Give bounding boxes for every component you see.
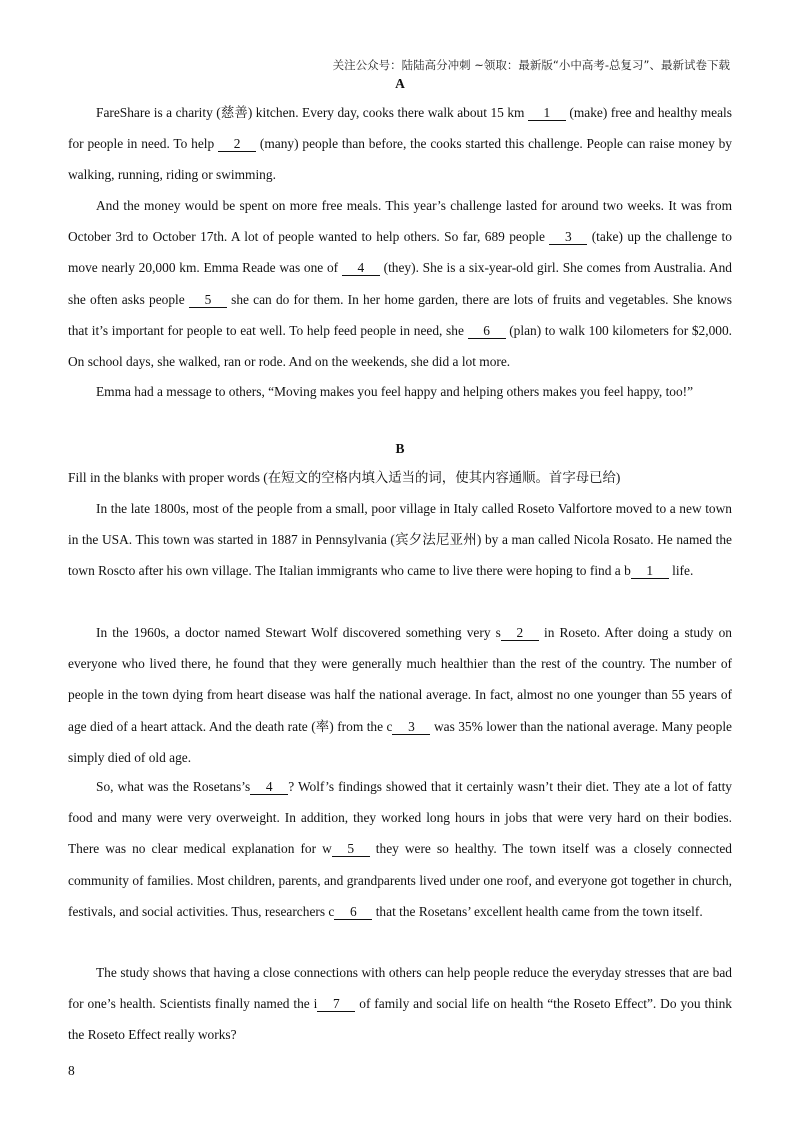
text-run: (many) people than before, the cooks started this challenge. People can raise money by walking, running, riding or swimming. bbox=[68, 136, 732, 183]
answer-blank[interactable]: 6 bbox=[468, 324, 506, 339]
text-run: (make) free and healthy meals for people in need. To help bbox=[68, 105, 732, 152]
answer-blank[interactable]: 2 bbox=[218, 137, 256, 152]
text-run: And the money would be spent on more free meals. This year’s challenge lasted for around two weeks. It was from October 3rd to October 17th. A lot of people wanted to help others. So far, 689 people bbox=[68, 198, 732, 245]
section-b-paragraph-4 bbox=[68, 957, 732, 1051]
text-run: she can do for them. In her home garden, there are lots of fruits and vegetables. She knows that it’s important for people to eat well. To help feed people in need, she bbox=[68, 291, 732, 338]
text-run: that the Rosetans’ excellent health came from the town itself. bbox=[372, 903, 703, 919]
text-run: of family and social life on health “the Roseto Effect”. Do you think the Roseto Effect really works? bbox=[68, 996, 732, 1043]
section-b-paragraph-2 bbox=[68, 617, 732, 773]
answer-blank[interactable]: 6 bbox=[334, 905, 372, 920]
text-run: in Roseto. After doing a study on everyone who lived there, he found that they were generally much healthier than the rest of the country. The number of people in the town dying from heart disease was half the national average. In fact, almost no one younger than 55 years of age died of a heart attack. And the death rate (率) from the c bbox=[68, 625, 732, 734]
text-run: (they). She is a six-year-old girl. She comes from Australia. And she often asks people bbox=[68, 260, 732, 307]
text-run: ? Wolf’s findings showed that it certainly wasn’t their diet. They ate a lot of fatty food and many were very overweight. In addition, they worked long hours in jobs that were very hard on their bodies. There was no clear medical explanation for w bbox=[68, 779, 732, 857]
section-b-title: B bbox=[395, 441, 405, 456]
answer-blank[interactable]: 3 bbox=[549, 230, 587, 245]
text-run: Emma had a message to others, “Moving makes you feel happy and helping others makes you feel happy, too!” bbox=[96, 384, 694, 399]
text-run: they were so healthy. The town itself was a closely connected community of families. Most children, parents, and grandparents lived under one roof, and everyone got together in church, festivals, and social activities. Thus, researchers c bbox=[68, 841, 732, 919]
section-a-paragraph-3 bbox=[68, 376, 732, 407]
answer-blank[interactable]: 4 bbox=[250, 780, 288, 795]
text-run: FareShare is a charity (慈善) kitchen. Every day, cooks there walk about 15 km bbox=[96, 105, 528, 120]
section-b-instruction: Fill in the blanks with proper words (在短文的空格内填入适当的词，使其内容通顺。首字母已给) bbox=[68, 470, 621, 485]
text-run: (plan) to walk 100 kilometers for $2,000. On school days, she walked, ran or rode. And on the weekends, she did a lot more. bbox=[68, 322, 733, 370]
text-run: was 35% lower than the national average. Many people simply died of old age. bbox=[68, 718, 732, 765]
section-a-paragraph-1 bbox=[68, 97, 732, 191]
page-header: 关注公众号：陆陆高分冲刺 ~领取：最新版“小中高考-总复习”、最新试卷下载 bbox=[332, 58, 730, 72]
text-run: So, what was the Rosetans’s bbox=[96, 779, 251, 794]
answer-blank[interactable]: 5 bbox=[332, 842, 370, 857]
answer-blank[interactable]: 4 bbox=[342, 261, 380, 276]
answer-blank[interactable]: 2 bbox=[501, 626, 539, 641]
answer-blank[interactable]: 1 bbox=[528, 106, 566, 121]
page-number: 8 bbox=[68, 1063, 75, 1078]
section-b-paragraph-3 bbox=[68, 771, 732, 927]
section-a-title: A bbox=[395, 76, 405, 91]
answer-blank[interactable]: 1 bbox=[631, 564, 669, 579]
answer-blank[interactable]: 5 bbox=[189, 293, 227, 308]
answer-blank[interactable]: 7 bbox=[317, 997, 355, 1012]
answer-blank[interactable]: 3 bbox=[392, 720, 430, 735]
text-run: In the 1960s, a doctor named Stewart Wolf discovered something very s bbox=[96, 625, 501, 640]
section-b-paragraph-1 bbox=[68, 493, 732, 587]
text-run: In the late 1800s, most of the people from a small, poor village in Italy called Roseto Valfortore moved to a new town in the USA. This town was started in 1887 in Pennsylvania (宾夕法尼亚州) by a man called Nicola Rosato. He named the town Roscto after his own village. The Italian immigrants who came to live there were hoping to find a b bbox=[68, 501, 732, 579]
text-run: The study shows that having a close connections with others can help people reduce the everyday stresses that are bad for one’s health. Scientists finally named the i bbox=[68, 965, 732, 1012]
section-a-paragraph-2 bbox=[68, 190, 732, 377]
text-run: life. bbox=[668, 563, 694, 579]
text-run: (take) up the challenge to move nearly 20,000 km. Emma Reade was one of bbox=[68, 229, 732, 276]
